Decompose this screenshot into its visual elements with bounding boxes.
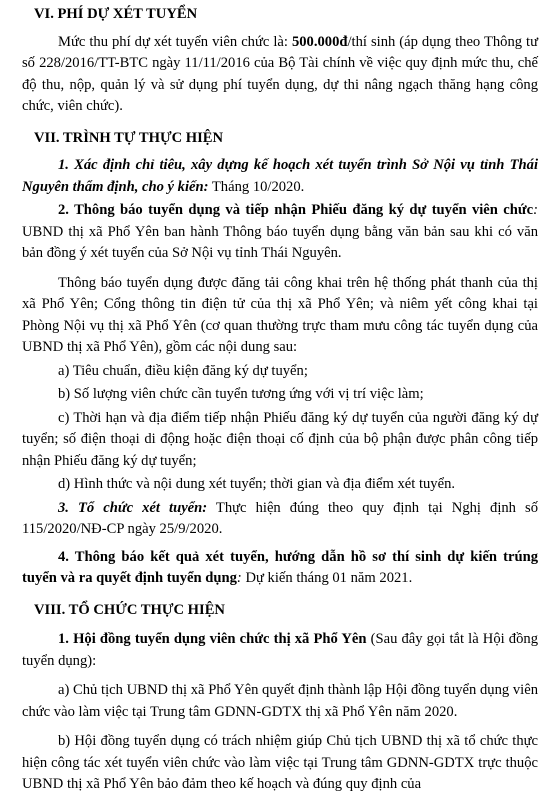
- notice-sub-a: a) Tiêu chuẩn, điều kiện đăng ký dự tuyển;: [58, 362, 308, 379]
- section-viii-item-1: [22, 629, 538, 672]
- section-vi-fee-paragraph: [22, 32, 538, 118]
- item-3-title: 3. Tổ chức xét tuyển:: [58, 499, 208, 516]
- item-4-title: 4. Thông báo kết quả xét tuyển, hướng dẫn hồ sơ thí sinh dự kiến trúng tuyển và ra quyết định tuyển dụng: [22, 548, 538, 586]
- notice-paragraph: Thông báo tuyển dụng được đăng tải công khai trên hệ thống phát thanh của thị xã Phổ Yên; Cổng thông tin điện tử của thị xã Phổ Yên; và niêm yết công khai tại Phòng Nội vụ thị xã Phổ Yên (cơ quan thường trực tham mưu công tác tuyển dụng của UBND thị xã Phổ Yên), gồm các nội dung sau:: [22, 274, 538, 355]
- viii-item-1-title: 1. Hội đồng tuyển dụng viên chức thị xã Phổ Yên: [58, 631, 367, 647]
- section-vii-item-1: [22, 155, 538, 198]
- section-vii-heading: VII. TRÌNH TỰ THỰC HIỆN: [34, 129, 224, 146]
- fee-text-pre: Mức thu phí dự xét tuyển viên chức là:: [58, 33, 292, 50]
- section-viii-heading: VIII. TỔ CHỨC THỰC HIỆN: [34, 601, 225, 618]
- fee-text-post: /thí sinh (áp dụng theo Thông tư số 228/2016/TT-BTC ngày 11/11/2016 của Bộ Tài chính về việc quy định mức thu, chế độ thu, nộp, quản lý và sử dụng phí tuyển dụng, dự thi nâng ngạch thăng hạng công chức, viên chức).: [22, 33, 539, 114]
- item-1-title: 1. Xác định chỉ tiêu, xây dựng kế hoạch xét tuyển trình Sở Nội vụ tỉnh Thái Nguyên thẩm định, cho ý kiến:: [22, 157, 538, 195]
- notice-sub-d: d) Hình thức và nội dung xét tuyển; thời gian và địa điểm xét tuyển.: [58, 476, 456, 492]
- section-vii-item-3: [22, 498, 538, 541]
- fee-amount: 500.000đ: [291, 33, 348, 50]
- item-2-colon: :: [533, 202, 538, 218]
- viii-sub-b: b) Hội đồng tuyển dụng có trách nhiệm giúp Chủ tịch UBND thị xã tổ chức thực hiện công tác xét tuyển viên chức vào làm việc tại Trung tâm GDNN-GDTX trực thuộc UBND thị xã Phổ Yên bảo đảm theo kế hoạch và đúng quy định của: [22, 733, 538, 792]
- item-4-text: Dự kiến tháng 01 năm 2021.: [241, 570, 413, 586]
- item-2-text: UBND thị xã Phổ Yên ban hành Thông báo tuyển dụng bằng văn bản sau khi có văn bản đồng ý xét tuyển của Sở Nội vụ tỉnh Thái Nguyên.: [22, 223, 538, 261]
- item-3-text: Thực hiện đúng theo quy định tại Nghị định số 115/2020/NĐ-CP ngày 25/9/2020.: [22, 499, 539, 537]
- notice-sub-c: c) Thời hạn và địa điểm tiếp nhận Phiếu đăng ký dự tuyển của người đăng ký dự tuyển; số điện thoại di động hoặc điện thoại cố định của bộ phận được phân công tiếp nhận Phiếu đăng ký dự tuyển;: [22, 409, 538, 469]
- notice-sub-b: b) Số lượng viên chức cần tuyển tương ứng với vị trí việc làm;: [58, 386, 424, 402]
- section-vi-heading: VI. PHÍ DỰ XÉT TUYỂN: [34, 6, 198, 22]
- item-2-title: 2. Thông báo tuyển dụng và tiếp nhận Phiếu đăng ký dự tuyển viên chức: [58, 202, 534, 218]
- section-vii-item-4: [22, 547, 538, 590]
- section-vii-item-2: [22, 200, 538, 265]
- viii-sub-a: a) Chủ tịch UBND thị xã Phổ Yên quyết định thành lập Hội đồng tuyển dụng viên chức vào làm việc tại Trung tâm GDNN-GDTX thị xã Phổ Yên năm 2020.: [22, 682, 538, 720]
- item-4-colon: :: [236, 570, 242, 586]
- viii-item-1-text: (Sau đây gọi tắt là Hội đồng tuyển dụng):: [22, 631, 538, 669]
- item-1-text: Tháng 10/2020.: [208, 178, 305, 195]
